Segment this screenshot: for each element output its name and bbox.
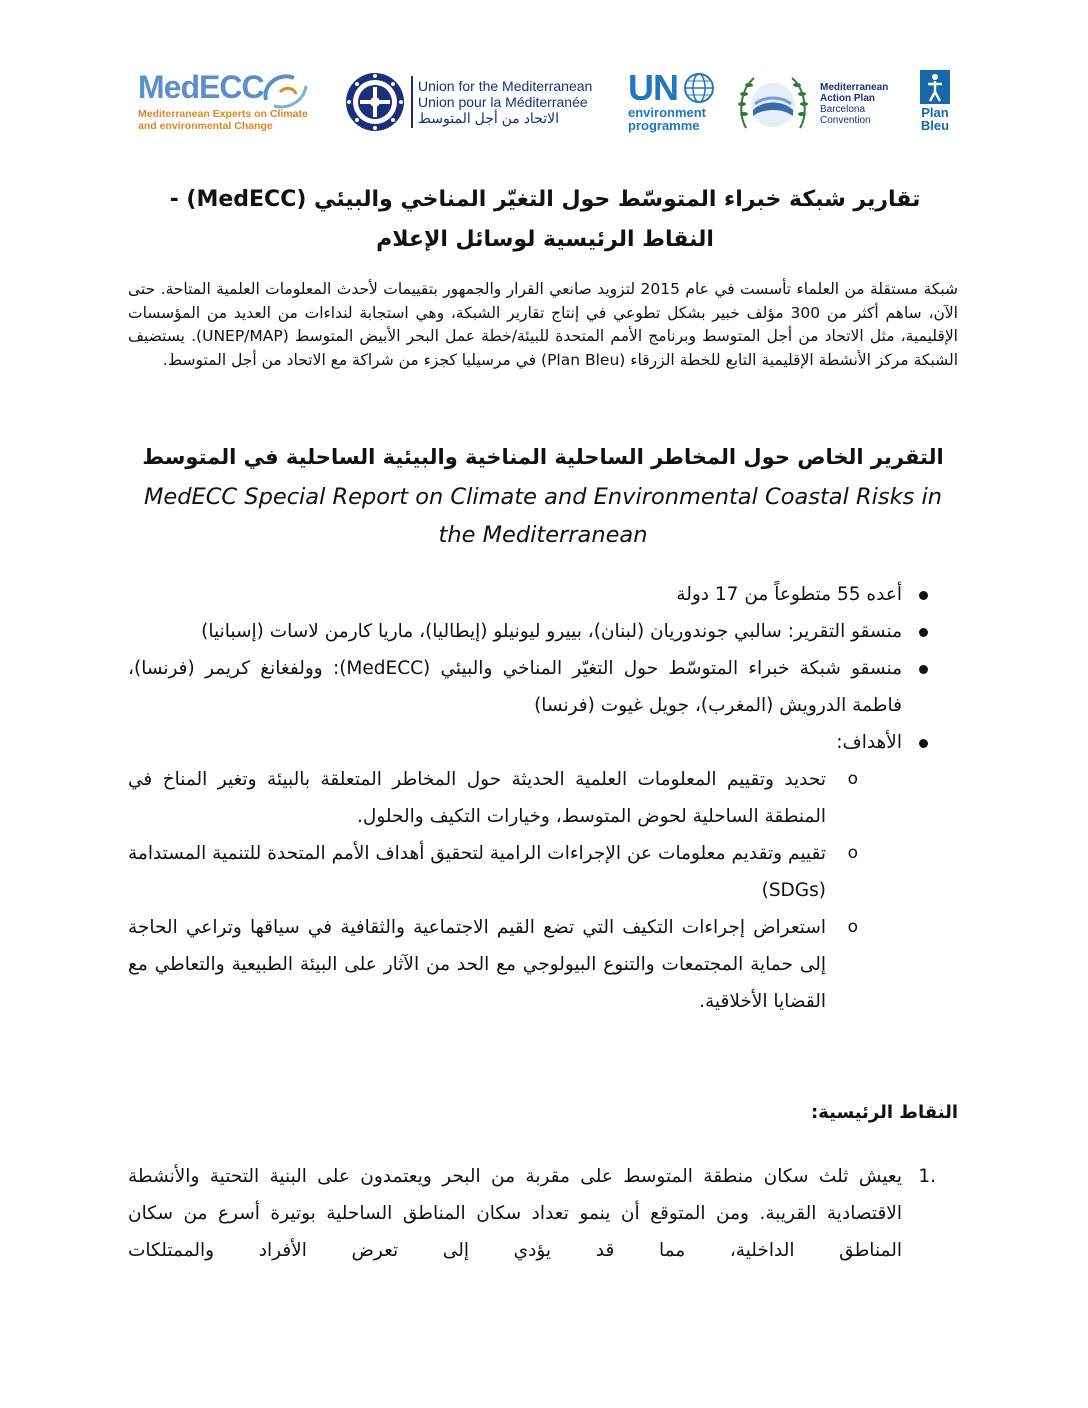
- report-title-arabic: التقرير الخاص حول المخاطر الساحلية المناخية والبيئية الساحلية في المتوسط: [142, 445, 944, 469]
- logo-bar: [130, 64, 960, 146]
- objective-text: تقييم وتقديم معلومات عن الإجراءات الرامية لتحقيق أهداف الأمم المتحدة للتنمية المستدامة (SDGs): [128, 843, 826, 901]
- bullet-text-network-coordinators: منسقو شبكة خبراء المتوسّط حول التغيّر المناخي والبيئي (MedECC): وولفغانغ كريمر (فرنسا)، فاطمة الدرويش (المغرب)، جويل غيوت (فرنسا): [128, 658, 902, 716]
- ufm-divider: [411, 76, 413, 128]
- intro-paragraph: شبكة مستقلة من العلماء تأسست في عام 2015 لتزويد صانعي القرار والجمهور بتقييمات لأحدث المعلومات العلمية المتاحة. حتى الآن، ساهم أكثر من 300 مؤلف خبير بشكل تطوعي في إنتاج تقارير الشبكة، وهي استجابة لنداءات من العديد من المؤسسات الإقليمية، مثل الاتحاد من أجل المتوسط وبرنامج الأمم المتحدة للبيئة/خطة عمل البحر الأبيض المتوسط (UNEP/MAP). يستضيف الشبكة مركز الأنشطة الإقليمية التابع للخطة الزرقاء (Plan Bleu) في مرسيليا كجزء من شراكة مع الاتحاد من أجل المتوسط.: [128, 280, 958, 369]
- medecc-wordmark: MedECC: [138, 69, 264, 105]
- circle-bullet-icon: o: [847, 843, 858, 863]
- ufm-line-french: Union pour la Méditerranée: [418, 94, 588, 110]
- ufm-line-english: Union for the Mediterranean: [418, 78, 593, 94]
- list-item: [128, 724, 958, 761]
- map-logo-text: [820, 82, 888, 126]
- key-points-heading: النقاط الرئيسية:: [811, 1102, 958, 1123]
- map-line-2: Action Plan: [820, 93, 876, 104]
- map-line-4: Convention: [820, 115, 871, 126]
- list-item: [128, 576, 958, 613]
- bullet-text-report-coordinators: منسقو التقرير: سالبي جوندوريان (لبنان)، بييرو ليونيلو (إيطاليا)، ماريا كارمن لاسات (إسبانيا): [201, 621, 902, 642]
- bullet-icon: [919, 665, 928, 674]
- map-line-3: Barcelona: [820, 104, 866, 115]
- medecc-tagline-line-2: and environmental Change: [138, 120, 273, 132]
- unep-logo: [628, 67, 716, 133]
- un-globe-icon: [682, 71, 716, 105]
- ufm-line-arabic: الاتحاد من أجل المتوسط: [418, 110, 560, 126]
- unep-line-1: environment: [628, 105, 707, 120]
- list-item: [128, 650, 958, 724]
- unep-un-letters: UN: [628, 67, 678, 108]
- bullet-text-objectives-label: الأهداف:: [836, 732, 902, 753]
- circle-bullet-icon: o: [847, 769, 858, 789]
- unep-line-2: programme: [628, 118, 700, 133]
- list-item: [128, 1158, 958, 1269]
- ufm-emblem-icon: [344, 70, 406, 134]
- bullet-text-volunteers: أعده 55 متطوعاً من 17 دولة: [676, 584, 902, 605]
- map-line-1: Mediterranean: [820, 82, 889, 93]
- list-item: [128, 761, 958, 835]
- report-details-list: [128, 576, 958, 1020]
- plan-bleu-line-1: Plan: [921, 105, 949, 120]
- objective-text: تحديد وتقييم المعلومات العلمية الحديثة حول المخاطر المتعلقة بالبيئة وتغير المناخ في المنطقة الساحلية لحوض المتوسط، وخيارات التكيف والحلول.: [128, 769, 826, 827]
- list-item: [128, 613, 958, 650]
- key-points-list: [128, 1158, 958, 1269]
- objective-text: استعراض إجراءات التكيف التي تضع القيم الاجتماعية والثقافية في سياقها وتراعي الحاجة إلى حماية المجتمعات والتنوع البيولوجي مع الحد من الآثار على البيئة الطبيعية والتعاطي مع القضايا الأخلاقية.: [128, 917, 826, 1012]
- bullet-icon: [919, 591, 928, 600]
- wave-icon: [260, 70, 312, 116]
- list-item: [128, 909, 958, 1020]
- key-point-number: 1.: [918, 1166, 936, 1187]
- bullet-icon: [919, 739, 928, 748]
- plan-bleu-logo: [914, 70, 956, 132]
- report-title-english: MedECC Special Report on Climate and Environmental Coastal Risks in the Mediterranean: [143, 484, 943, 548]
- circle-bullet-icon: o: [847, 917, 858, 937]
- document-title: تقارير شبكة خبراء المتوسّط حول التغيّر المناخي والبيئي (MedECC) - النقاط الرئيسية لوسائل الإعلام: [169, 187, 921, 252]
- plan-bleu-line-2: Bleu: [920, 118, 950, 133]
- bullet-icon: [919, 628, 928, 637]
- objectives-list: [128, 761, 958, 1020]
- ufm-logo-text: [418, 78, 592, 126]
- medecc-tagline-line-1: Mediterranean Experts on Climate: [138, 108, 308, 120]
- plan-bleu-figure-icon: [920, 70, 950, 104]
- map-laurel-emblem-icon: [736, 70, 810, 140]
- list-item: [128, 835, 958, 909]
- key-point-text: يعيش ثلث سكان منطقة المتوسط على مقربة من البحر ويعتمدون على البنية التحتية والأنشطة الاقتصادية القريبة. ومن المتوقع أن ينمو تعداد سكان المناطق الساحلية بوتيرة أسرع من سكان المناطق الداخلية، مما قد يؤدي إلى تعرض الأفراد والممتلكات: [128, 1166, 902, 1261]
- medecc-logo: [138, 70, 316, 132]
